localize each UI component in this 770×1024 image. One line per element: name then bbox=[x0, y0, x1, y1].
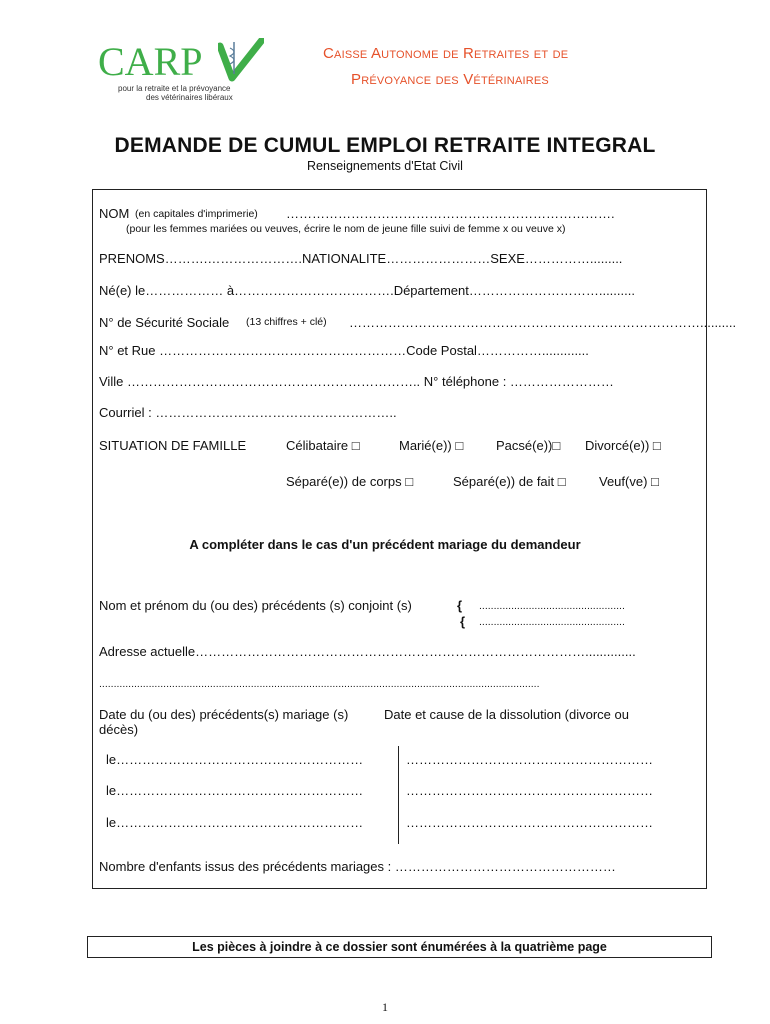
previous-marriage-heading: A compléter dans le cas d'un précédent mariage du demandeur bbox=[189, 537, 581, 552]
brace-1: { bbox=[457, 598, 463, 613]
checkbox-separe-corps[interactable]: Séparé(e)) de corps □ bbox=[286, 474, 414, 489]
secu-label: N° de Sécurité Sociale bbox=[99, 315, 230, 330]
date-mariage-field-2[interactable]: le………………………………………………… bbox=[106, 783, 364, 798]
secu-hint: (13 chiffres + clé) bbox=[246, 316, 327, 328]
conjoint-label: Nom et prénom du (ou des) précédents (s) conjoint (s) bbox=[99, 598, 412, 613]
dissolution-label-end: décès) bbox=[99, 722, 139, 737]
date-mariage-label: Date du (ou des) précédents(s) mariage (s) bbox=[99, 707, 349, 722]
rue-codepostal-fields[interactable]: N° et Rue …………………………………………………Code Postal……………............. bbox=[99, 343, 589, 358]
page-number: 1 bbox=[382, 1000, 388, 1014]
nom-hint: (en capitales d'imprimerie) bbox=[135, 208, 258, 220]
ville-telephone-fields[interactable]: Ville ………………………………………………………….. N° téléphone : …………………… bbox=[99, 374, 614, 389]
org-name-line-2: Prévoyance des Vétérinaires bbox=[351, 71, 549, 88]
nombre-enfants-field[interactable]: Nombre d'enfants issus des précédents mariages : …………………………………………… bbox=[99, 859, 616, 874]
org-name-line-1: Caisse Autonome de Retraites et de bbox=[323, 45, 569, 62]
nom-field[interactable]: …………………………………………………………………. bbox=[286, 206, 615, 221]
secu-field[interactable]: ……………………………………………………………………….......... bbox=[349, 315, 737, 330]
date-mariage-field-1[interactable]: le………………………………………………… bbox=[106, 752, 364, 767]
checkbox-celibataire[interactable]: Célibataire □ bbox=[286, 438, 360, 453]
checkbox-divorce[interactable]: Divorcé(e)) □ bbox=[585, 438, 661, 453]
dissolution-field-1[interactable]: ………………………………………………… bbox=[406, 752, 653, 767]
situation-famille-label: SITUATION DE FAMILLE bbox=[99, 438, 247, 453]
logo-tagline-2: des vétérinaires libéraux bbox=[146, 93, 233, 102]
page-subtitle: Renseignements d'Etat Civil bbox=[307, 159, 463, 173]
naissance-departement-fields[interactable]: Né(e) le……………… à……………………………….Département………………………….......... bbox=[99, 283, 635, 298]
prenoms-nationalite-sexe-fields[interactable]: PRENOMS……….………………….NATIONALITE……………………SEXE……………......... bbox=[99, 251, 623, 266]
attachments-notice: Les pièces à joindre à ce dossier sont énumérées à la quatrième page bbox=[87, 936, 712, 958]
conjoint-field-1[interactable]: .................................................. bbox=[479, 600, 625, 612]
checkbox-veuf[interactable]: Veuf(ve) □ bbox=[599, 474, 659, 489]
column-divider bbox=[398, 746, 399, 844]
checkbox-separe-fait[interactable]: Séparé(e)) de fait □ bbox=[453, 474, 566, 489]
courriel-field[interactable]: Courriel : ……………………………………………….. bbox=[99, 405, 397, 420]
nom-label: NOM bbox=[99, 206, 130, 221]
adresse-field-line-2[interactable]: ....................................................................................................................................................... bbox=[99, 678, 540, 690]
nom-note: (pour les femmes mariées ou veuves, écrire le nom de jeune fille suivi de femme x ou veuve x) bbox=[126, 223, 566, 235]
carp-logo bbox=[98, 38, 268, 108]
conjoint-field-2[interactable]: .................................................. bbox=[479, 616, 625, 628]
dissolution-label: Date et cause de la dissolution (divorce ou bbox=[384, 707, 629, 722]
brace-2: { bbox=[460, 614, 466, 629]
checkbox-marie[interactable]: Marié(e)) □ bbox=[399, 438, 464, 453]
checkbox-pacse[interactable]: Pacsé(e))□ bbox=[496, 438, 561, 453]
page-title: DEMANDE DE CUMUL EMPLOI RETRAITE INTEGRAL bbox=[114, 134, 656, 157]
caduceus-v-icon bbox=[218, 38, 264, 84]
logo-tagline-1: pour la retraite et la prévoyance bbox=[118, 84, 231, 93]
dissolution-field-3[interactable]: ………………………………………………… bbox=[406, 815, 653, 830]
logo-wordmark: CARP bbox=[98, 39, 203, 84]
dissolution-field-2[interactable]: ………………………………………………… bbox=[406, 783, 653, 798]
adresse-field[interactable]: Adresse actuelle……………………………………………………………………………….............. bbox=[99, 644, 636, 659]
date-mariage-field-3[interactable]: le………………………………………………… bbox=[106, 815, 364, 830]
